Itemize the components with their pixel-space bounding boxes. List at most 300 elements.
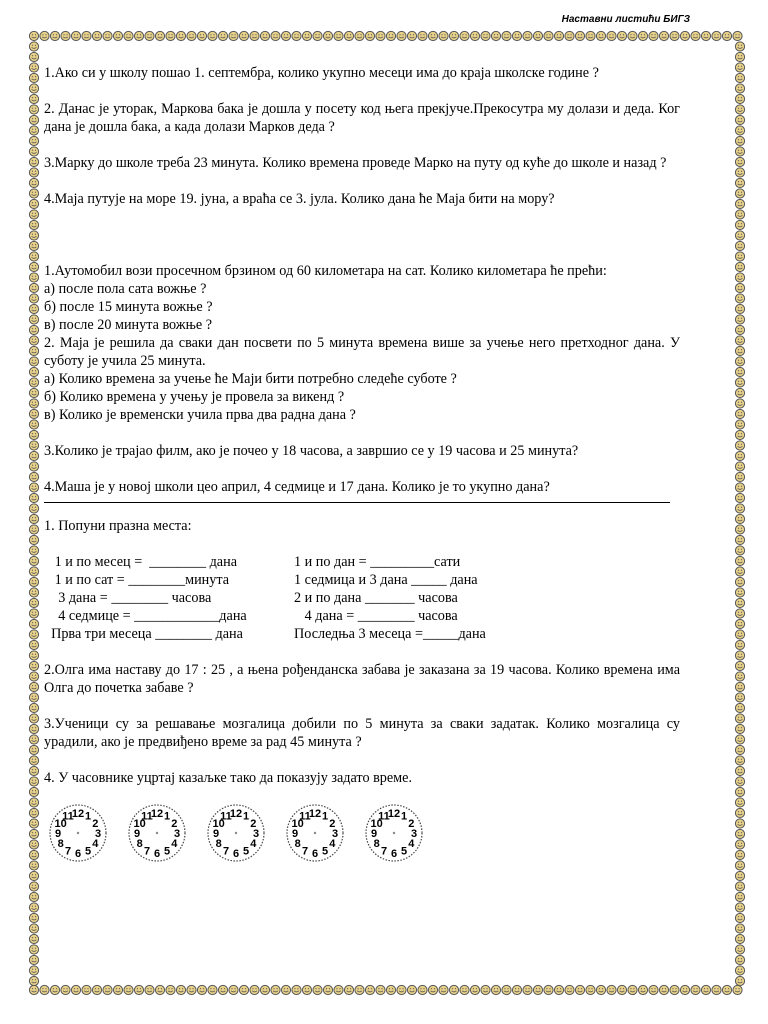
border-smiley-icon: [29, 861, 38, 870]
border-smiley-icon: [29, 472, 38, 481]
clock-number: 9: [291, 828, 299, 840]
border-smiley-icon: [29, 735, 38, 744]
clock-number: 8: [136, 838, 143, 850]
border-smiley-icon: [29, 640, 38, 649]
border-smiley-icon: [735, 493, 744, 502]
fill-r4-left: 4 седмице = ____________дана: [44, 608, 247, 624]
clock-number: 2: [250, 818, 257, 830]
border-smiley-icon: [29, 262, 38, 271]
s3-question-1: 1. Попуни празна места:: [44, 518, 192, 534]
s1-question-1: 1.Ако си у школу пошао 1. септембра, колико укупно месеци има до краја школске године ?: [44, 65, 599, 81]
border-smiley-icon: [355, 985, 364, 994]
clock-number: 11: [62, 810, 74, 823]
border-smiley-icon: [29, 63, 38, 72]
border-smiley-icon: [617, 31, 626, 40]
border-smiley-icon: [735, 357, 744, 366]
border-smiley-icon: [92, 31, 101, 40]
border-smiley-icon: [187, 31, 196, 40]
border-smiley-icon: [29, 985, 38, 994]
border-smiley-icon: [29, 336, 38, 345]
border-smiley-icon: [735, 598, 744, 607]
clock-face-1[interactable]: [48, 803, 108, 863]
border-smiley-icon: [735, 378, 744, 387]
clock-number: 6: [74, 848, 82, 860]
border-smiley-icon: [735, 73, 744, 82]
border-smiley-icon: [29, 630, 38, 639]
border-smiley-icon: [29, 168, 38, 177]
border-smiley-icon: [439, 985, 448, 994]
clock-number: 3: [94, 828, 102, 840]
s1-question-2: 2. Данас је уторак, Маркова бака је дошла у посету код њега прекјуче.Прекосутра му долази и деда. Ког дана је дошла бака, а када долази Марков деда ?: [44, 101, 680, 135]
clock-number: 5: [242, 845, 250, 858]
border-smiley-icon: [29, 220, 38, 229]
border-smiley-icon: [145, 985, 154, 994]
border-smiley-icon: [29, 157, 38, 166]
border-smiley-icon: [735, 115, 744, 124]
border-smiley-icon: [29, 493, 38, 502]
clock-number: 11: [378, 810, 390, 823]
border-smiley-icon: [607, 31, 616, 40]
clock-number: 4: [329, 838, 336, 850]
border-smiley-icon: [735, 924, 744, 933]
border-smiley-icon: [113, 985, 122, 994]
border-smiley-icon: [29, 934, 38, 943]
fill-in-table: [44, 553, 680, 643]
border-smiley-icon: [701, 985, 710, 994]
border-smiley-icon: [735, 178, 744, 187]
border-smiley-icon: [428, 985, 437, 994]
s2-question-1c: в) после 20 минута вожње ?: [44, 317, 212, 333]
border-smiley-icon: [40, 31, 49, 40]
border-smiley-icon: [61, 985, 70, 994]
border-smiley-icon: [628, 31, 637, 40]
border-smiley-icon: [735, 304, 744, 313]
border-smiley-icon: [29, 661, 38, 670]
border-smiley-icon: [134, 31, 143, 40]
clock-number: 6: [311, 848, 319, 860]
border-smiley-icon: [735, 829, 744, 838]
border-smiley-icon: [376, 31, 385, 40]
s3-question-4: 4. У часовнике уцртај казаљке тако да показују задато време.: [44, 770, 412, 786]
border-smiley-icon: [29, 73, 38, 82]
border-smiley-icon: [302, 985, 311, 994]
border-smiley-icon: [29, 766, 38, 775]
border-smiley-icon: [701, 31, 710, 40]
clock-number: 10: [133, 818, 146, 830]
fill-r4-right: 4 дана = ________ часова: [294, 608, 458, 624]
border-smiley-icon: [735, 808, 744, 817]
border-smiley-icon: [735, 703, 744, 712]
border-smiley-icon: [166, 31, 175, 40]
border-smiley-icon: [735, 42, 744, 51]
border-smiley-icon: [29, 882, 38, 891]
clock-number: 7: [64, 845, 72, 858]
border-smiley-icon: [735, 367, 744, 376]
border-smiley-icon: [208, 31, 217, 40]
worksheet-content: [44, 64, 680, 863]
border-smiley-icon: [735, 94, 744, 103]
border-smiley-icon: [29, 52, 38, 61]
border-smiley-icon: [229, 31, 238, 40]
border-smiley-icon: [735, 955, 744, 964]
border-smiley-icon: [439, 31, 448, 40]
border-smiley-icon: [735, 672, 744, 681]
border-smiley-icon: [29, 955, 38, 964]
border-smiley-icon: [733, 31, 742, 40]
border-smiley-icon: [735, 745, 744, 754]
clock-number: 12: [308, 808, 322, 820]
border-smiley-icon: [29, 430, 38, 439]
clock-number: 10: [212, 818, 225, 830]
border-smiley-icon: [344, 985, 353, 994]
border-smiley-icon: [428, 31, 437, 40]
border-smiley-icon: [29, 42, 38, 51]
border-smiley-icon: [735, 777, 744, 786]
border-smiley-icon: [29, 546, 38, 555]
border-smiley-icon: [29, 483, 38, 492]
clock-number: 4: [171, 838, 178, 850]
border-smiley-icon: [29, 241, 38, 250]
border-smiley-icon: [735, 462, 744, 471]
border-smiley-icon: [218, 31, 227, 40]
clock-number: 5: [163, 845, 171, 858]
border-smiley-icon: [722, 985, 731, 994]
border-smiley-icon: [449, 985, 458, 994]
fill-r1-right: 1 и по дан = _________сати: [294, 554, 461, 570]
border-smiley-icon: [418, 31, 427, 40]
border-smiley-icon: [292, 31, 301, 40]
border-smiley-icon: [29, 420, 38, 429]
border-smiley-icon: [735, 609, 744, 618]
border-smiley-icon: [735, 283, 744, 292]
border-smiley-icon: [29, 945, 38, 954]
border-smiley-icon: [29, 231, 38, 240]
border-smiley-icon: [735, 798, 744, 807]
border-smiley-icon: [596, 31, 605, 40]
clock-number: 2: [171, 818, 178, 830]
border-smiley-icon: [208, 985, 217, 994]
clock-number: 3: [173, 828, 181, 840]
clock-face-2[interactable]: [127, 803, 187, 863]
clock-number: 10: [291, 818, 304, 830]
clock-number: 9: [212, 828, 220, 840]
border-smiley-icon: [250, 985, 259, 994]
border-smiley-icon: [735, 105, 744, 114]
border-smiley-icon: [733, 985, 742, 994]
border-smiley-icon: [29, 84, 38, 93]
border-smiley-icon: [260, 31, 269, 40]
clock-number: 11: [141, 810, 153, 823]
border-smiley-icon: [29, 147, 38, 156]
border-smiley-icon: [628, 985, 637, 994]
border-smiley-icon: [449, 31, 458, 40]
border-smiley-icon: [481, 31, 490, 40]
border-smiley-icon: [29, 556, 38, 565]
s2-question-3: 3.Колико је трајао филм, ако је почео у 18 часова, а завршио се у 19 часова и 25 минута?: [44, 443, 579, 459]
clock-number: 5: [321, 845, 329, 858]
clock-number: 11: [220, 810, 232, 823]
border-smiley-icon: [735, 693, 744, 702]
border-smiley-icon: [735, 147, 744, 156]
border-smiley-icon: [29, 357, 38, 366]
clock-number: 8: [294, 838, 301, 850]
fill-r2-right: 1 седмица и 3 дана _____ дана: [294, 572, 478, 588]
border-smiley-icon: [735, 262, 744, 271]
border-smiley-icon: [735, 294, 744, 303]
border-smiley-icon: [735, 451, 744, 460]
border-smiley-icon: [554, 31, 563, 40]
border-smiley-icon: [155, 985, 164, 994]
border-smiley-icon: [29, 714, 38, 723]
border-smiley-icon: [29, 703, 38, 712]
border-smiley-icon: [649, 31, 658, 40]
border-smiley-icon: [735, 504, 744, 513]
border-smiley-icon: [523, 985, 532, 994]
clock-number: 1: [84, 810, 92, 823]
border-smiley-icon: [735, 252, 744, 261]
border-smiley-icon: [29, 976, 38, 985]
fill-r5-left: Прва три месеца ________ дана: [44, 626, 243, 642]
border-smiley-icon: [134, 985, 143, 994]
border-smiley-icon: [659, 985, 668, 994]
border-smiley-icon: [29, 441, 38, 450]
fill-r5-right: Последња 3 месеца =_____дана: [294, 626, 486, 642]
border-smiley-icon: [735, 819, 744, 828]
clock-number: 4: [250, 838, 257, 850]
border-smiley-icon: [735, 52, 744, 61]
border-smiley-icon: [407, 985, 416, 994]
border-smiley-icon: [735, 220, 744, 229]
border-smiley-icon: [29, 892, 38, 901]
border-smiley-icon: [292, 985, 301, 994]
clock-number: 3: [410, 828, 418, 840]
border-smiley-icon: [735, 199, 744, 208]
clock-number: 9: [133, 828, 141, 840]
s1-question-4: 4.Маја путује на море 19. јуна, а враћа се 3. јула. Колико дана ће Маја бити на мору?: [44, 191, 555, 207]
border-smiley-icon: [735, 735, 744, 744]
s2-question-2: 2. Маја је решила да сваки дан посвети по 5 минута времена више за учење него претходног дана. У суботу је учила 25 минута.: [44, 335, 680, 369]
border-smiley-icon: [735, 546, 744, 555]
border-smiley-icon: [29, 577, 38, 586]
border-smiley-icon: [735, 84, 744, 93]
clock-face-5[interactable]: [364, 803, 424, 863]
clock-number: 12: [150, 808, 164, 820]
fill-r2-left: 1 и по сат = ________минута: [44, 572, 230, 588]
clock-face-4[interactable]: [285, 803, 345, 863]
border-smiley-icon: [670, 31, 679, 40]
border-smiley-icon: [50, 985, 59, 994]
border-smiley-icon: [365, 31, 374, 40]
border-smiley-icon: [82, 985, 91, 994]
border-smiley-icon: [565, 31, 574, 40]
border-smiley-icon: [323, 985, 332, 994]
border-smiley-icon: [124, 985, 133, 994]
border-smiley-icon: [735, 945, 744, 954]
border-smiley-icon: [735, 577, 744, 586]
border-smiley-icon: [29, 819, 38, 828]
border-smiley-icon: [735, 336, 744, 345]
border-smiley-icon: [735, 157, 744, 166]
border-smiley-icon: [491, 985, 500, 994]
clock-number: 2: [329, 818, 336, 830]
border-smiley-icon: [502, 31, 511, 40]
border-smiley-icon: [334, 985, 343, 994]
border-smiley-icon: [29, 609, 38, 618]
border-smiley-icon: [735, 840, 744, 849]
border-smiley-icon: [29, 199, 38, 208]
border-smiley-icon: [29, 693, 38, 702]
s1-question-3: 3.Марку до школе треба 23 минута. Колико времена проведе Марко на путу од куће до школе и назад ?: [44, 155, 667, 171]
border-smiley-icon: [735, 399, 744, 408]
border-smiley-icon: [735, 514, 744, 523]
border-smiley-icon: [735, 661, 744, 670]
border-smiley-icon: [544, 31, 553, 40]
border-smiley-icon: [735, 535, 744, 544]
border-smiley-icon: [735, 409, 744, 418]
border-smiley-icon: [533, 31, 542, 40]
clock-number: 7: [143, 845, 151, 858]
border-smiley-icon: [365, 985, 374, 994]
clock-number: 8: [57, 838, 64, 850]
border-smiley-icon: [691, 31, 700, 40]
border-smiley-icon: [735, 210, 744, 219]
border-smiley-icon: [82, 31, 91, 40]
border-smiley-icon: [533, 985, 542, 994]
clock-face-3[interactable]: [206, 803, 266, 863]
s2-question-4: 4.Маша је у новој школи цео април, 4 седмице и 17 дана. Колико је то укупно дана?: [44, 479, 550, 495]
border-smiley-icon: [323, 31, 332, 40]
clock-number: 8: [215, 838, 222, 850]
border-smiley-icon: [712, 31, 721, 40]
border-smiley-icon: [586, 31, 595, 40]
border-smiley-icon: [29, 388, 38, 397]
clock-number: 12: [229, 808, 243, 820]
clock-number: 7: [301, 845, 309, 858]
border-smiley-icon: [29, 777, 38, 786]
border-smiley-icon: [735, 756, 744, 765]
border-smiley-icon: [124, 31, 133, 40]
clock-number: 4: [408, 838, 415, 850]
clock-center: [77, 832, 79, 834]
border-smiley-icon: [29, 525, 38, 534]
clock-number: 3: [331, 828, 339, 840]
border-smiley-icon: [735, 63, 744, 72]
border-smiley-icon: [29, 567, 38, 576]
border-smiley-icon: [565, 985, 574, 994]
clock-number: 2: [408, 818, 415, 830]
border-smiley-icon: [29, 966, 38, 975]
border-smiley-icon: [735, 892, 744, 901]
border-smiley-icon: [735, 525, 744, 534]
clock-number: 6: [153, 848, 161, 860]
border-smiley-icon: [71, 31, 80, 40]
border-smiley-icon: [649, 985, 658, 994]
border-smiley-icon: [29, 31, 38, 40]
border-smiley-icon: [735, 567, 744, 576]
border-smiley-icon: [260, 985, 269, 994]
clock-number: 9: [370, 828, 378, 840]
border-smiley-icon: [596, 985, 605, 994]
border-smiley-icon: [735, 871, 744, 880]
border-smiley-icon: [386, 985, 395, 994]
clock-number: 6: [390, 848, 398, 860]
border-smiley-icon: [29, 535, 38, 544]
border-smiley-icon: [470, 985, 479, 994]
border-smiley-icon: [29, 903, 38, 912]
border-smiley-icon: [29, 756, 38, 765]
border-smiley-icon: [29, 178, 38, 187]
border-smiley-icon: [113, 31, 122, 40]
clock-number: 11: [299, 810, 311, 823]
border-smiley-icon: [735, 136, 744, 145]
border-smiley-icon: [29, 136, 38, 145]
border-smiley-icon: [638, 31, 647, 40]
border-smiley-icon: [735, 619, 744, 628]
clock-number: 12: [71, 808, 85, 820]
border-smiley-icon: [575, 985, 584, 994]
border-smiley-icon: [29, 651, 38, 660]
s2-question-2a: а) Колико времена за учење ће Маји бити потребно следеће суботе ?: [44, 371, 457, 387]
clock-number: 7: [222, 845, 230, 858]
border-smiley-icon: [29, 283, 38, 292]
border-smiley-icon: [376, 985, 385, 994]
border-smiley-icon: [29, 724, 38, 733]
border-smiley-icon: [145, 31, 154, 40]
clock-number: 7: [380, 845, 388, 858]
border-smiley-icon: [250, 31, 259, 40]
clock-number: 1: [321, 810, 329, 823]
s3-question-3: 3.Ученици су за решавање мозгалица добили по 5 минута за сваки задатак. Колико мозгалица су урадили, ако је предвиђено време за рад 45 минута ?: [44, 716, 680, 750]
border-smiley-icon: [491, 31, 500, 40]
border-smiley-icon: [271, 31, 280, 40]
border-smiley-icon: [92, 985, 101, 994]
border-smiley-icon: [29, 504, 38, 513]
border-smiley-icon: [735, 976, 744, 985]
border-smiley-icon: [735, 441, 744, 450]
clock-number: 1: [400, 810, 408, 823]
border-smiley-icon: [239, 985, 248, 994]
fill-r3-right: 2 и по дана _______ часова: [294, 590, 458, 606]
border-smiley-icon: [29, 787, 38, 796]
border-smiley-icon: [29, 871, 38, 880]
border-smiley-icon: [29, 672, 38, 681]
border-smiley-icon: [735, 630, 744, 639]
border-smiley-icon: [586, 985, 595, 994]
clock-number: 8: [373, 838, 380, 850]
border-smiley-icon: [29, 115, 38, 124]
clock-center: [235, 832, 237, 834]
border-smiley-icon: [29, 378, 38, 387]
border-smiley-icon: [735, 966, 744, 975]
border-smiley-icon: [735, 273, 744, 282]
border-smiley-icon: [271, 985, 280, 994]
border-smiley-icon: [29, 126, 38, 135]
border-smiley-icon: [197, 985, 206, 994]
clock-row: [48, 803, 680, 863]
border-smiley-icon: [735, 651, 744, 660]
border-smiley-icon: [407, 31, 416, 40]
section-divider: [44, 502, 670, 503]
border-smiley-icon: [512, 31, 521, 40]
border-smiley-icon: [735, 861, 744, 870]
clock-number: 5: [84, 845, 92, 858]
border-smiley-icon: [187, 985, 196, 994]
border-smiley-icon: [29, 913, 38, 922]
border-smiley-icon: [735, 315, 744, 324]
border-smiley-icon: [575, 31, 584, 40]
border-smiley-icon: [281, 31, 290, 40]
border-smiley-icon: [29, 210, 38, 219]
